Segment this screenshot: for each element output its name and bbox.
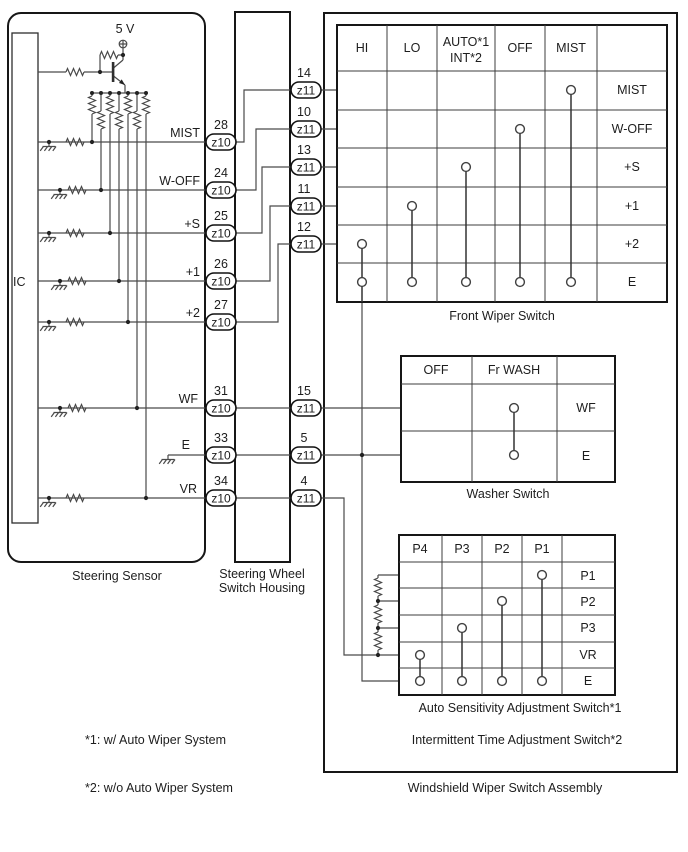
resistor <box>89 96 96 114</box>
z11-table-wires <box>321 90 401 655</box>
adj-header-p2: P2 <box>494 542 510 556</box>
signal-label-mist: MIST <box>170 126 200 140</box>
connector-label: z11 <box>296 160 316 175</box>
connector-label: z10 <box>211 315 231 330</box>
transistor-base-bar <box>112 62 115 82</box>
switch-housing-box <box>235 12 290 562</box>
resistor <box>375 578 382 596</box>
signal-label-woff: W-OFF <box>159 174 200 188</box>
note-2: *2: w/o Auto Wiper System <box>85 781 233 795</box>
adj-header-p3: P3 <box>454 542 470 556</box>
fw-header-hi: HI <box>355 41 369 55</box>
ws-row-e: E <box>581 449 591 463</box>
fw-row-mist: MIST <box>617 83 647 97</box>
connector-z11-10 <box>291 121 321 137</box>
fw-header-int: INT*2 <box>450 51 482 65</box>
connector-z10-25 <box>206 225 236 241</box>
resistor <box>68 278 86 285</box>
fw-row-e: E <box>627 275 637 289</box>
signal-label-1: +1 <box>185 265 200 279</box>
ws-row-wf: WF <box>576 401 596 415</box>
connector-z10-27 <box>206 314 236 330</box>
connector-label: z10 <box>211 135 231 150</box>
pin-number: 5 <box>300 431 308 445</box>
pin-number: 27 <box>214 298 228 312</box>
connector-label: z10 <box>211 491 231 506</box>
junction-dot <box>360 453 364 457</box>
connector-label: z11 <box>296 448 316 463</box>
assembly-caption: Windshield Wiper Switch Assembly <box>407 781 603 795</box>
connector-label: z11 <box>296 122 316 137</box>
connector-label: z10 <box>211 226 231 241</box>
resistor <box>125 96 132 114</box>
pin-number: 26 <box>214 257 228 271</box>
connector-label: z11 <box>296 401 316 416</box>
connector-z11-4 <box>291 490 321 506</box>
resistor <box>107 96 114 114</box>
transistor-circuit <box>38 40 127 93</box>
fw-header-mist: MIST <box>556 41 586 55</box>
washer-switch-caption: Washer Switch <box>466 487 550 501</box>
ground-icon <box>159 455 175 464</box>
resistor <box>66 69 84 76</box>
pin-number: 31 <box>214 384 228 398</box>
resistor <box>375 632 382 650</box>
connector-z11-11 <box>291 198 321 214</box>
steering-sensor-caption: Steering Sensor <box>72 569 162 583</box>
resistor <box>66 495 84 502</box>
z10-z11-wires <box>236 90 291 498</box>
pin-number: 15 <box>297 384 311 398</box>
adjustment-caption-2: Intermittent Time Adjustment Switch*2 <box>411 733 623 747</box>
connector-z11-15 <box>291 400 321 416</box>
adjustment-resistor-chain <box>375 575 400 657</box>
pin-number: 33 <box>214 431 228 445</box>
pullup-resistor-bank <box>89 91 150 500</box>
signal-label-e: E <box>181 438 190 452</box>
fw-row-1: +1 <box>624 199 640 213</box>
fw-row-s: +S <box>624 160 640 174</box>
pin-number: 11 <box>297 182 311 196</box>
connector-z10-34 <box>206 490 236 506</box>
emitter-arrow-icon <box>119 79 125 85</box>
connector-z11-12 <box>291 236 321 252</box>
housing-caption-line2: Switch Housing <box>218 581 306 595</box>
connector-z10-33 <box>206 447 236 463</box>
power-5v-label: 5 V <box>115 22 135 36</box>
fw-row-woff: W-OFF <box>611 122 653 136</box>
adj-row-vr: VR <box>579 648 597 662</box>
connector-z11-14 <box>291 82 321 98</box>
note-1: *1: w/ Auto Wiper System <box>85 733 227 747</box>
fw-header-off: OFF <box>507 41 533 55</box>
pin-number: 13 <box>297 143 311 157</box>
adj-row-p2: P2 <box>580 595 596 609</box>
connector-label: z11 <box>296 491 316 506</box>
adj-header-p4: P4 <box>412 542 428 556</box>
pin-number: 12 <box>297 220 311 234</box>
fw-header-lo: LO <box>403 41 421 55</box>
ic-label: IC <box>13 275 26 289</box>
signal-label-2: +2 <box>185 306 200 320</box>
resistor <box>143 96 150 114</box>
connector-z11-5 <box>291 447 321 463</box>
pin-number: 24 <box>214 166 228 180</box>
signal-label-wf: WF <box>178 392 198 406</box>
resistor <box>100 52 118 59</box>
fw-row-2: +2 <box>624 237 640 251</box>
pin-number: 25 <box>214 209 228 223</box>
connector-label: z10 <box>211 401 231 416</box>
resistor <box>68 187 86 194</box>
pin-number: 34 <box>214 474 228 488</box>
pin-number: 14 <box>297 66 311 80</box>
adjustment-switch-table <box>399 535 622 747</box>
front-wiper-switch-table <box>337 25 667 323</box>
connector-label: z11 <box>296 199 316 214</box>
connector-label: z10 <box>211 183 231 198</box>
connector-z10-24 <box>206 182 236 198</box>
ws-header-frwash: Fr WASH <box>487 363 541 377</box>
front-wiper-switch-caption: Front Wiper Switch <box>449 309 555 323</box>
sensor-circuit <box>38 40 206 507</box>
resistor <box>68 405 86 412</box>
adj-row-p1: P1 <box>580 569 596 583</box>
adjustment-caption-1: Auto Sensitivity Adjustment Switch*1 <box>418 701 622 715</box>
z10-connectors <box>159 118 236 506</box>
washer-switch-table <box>401 356 615 501</box>
signal-label-vr: VR <box>179 482 197 496</box>
signal-label-s: +S <box>184 217 200 231</box>
fw-header-auto: AUTO*1 <box>442 35 490 49</box>
connector-label: z10 <box>211 274 231 289</box>
pin-number: 10 <box>297 105 311 119</box>
common-e-wire <box>362 302 399 681</box>
housing-caption-line1: Steering Wheel <box>219 567 305 581</box>
power-5v-icon <box>119 40 127 48</box>
front-wiper-contacts <box>358 86 576 302</box>
connector-label: z10 <box>211 448 231 463</box>
resistor <box>134 111 141 129</box>
resistor <box>66 139 84 146</box>
connector-label: z11 <box>296 83 316 98</box>
resistor <box>66 230 84 237</box>
connector-z10-31 <box>206 400 236 416</box>
ws-header-off: OFF <box>423 363 449 377</box>
connector-label: z11 <box>296 237 316 252</box>
resistor <box>116 111 123 129</box>
pin-number: 28 <box>214 118 228 132</box>
connector-z11-13 <box>291 159 321 175</box>
resistor <box>98 111 105 129</box>
connector-z10-28 <box>206 134 236 150</box>
pin-number: 4 <box>300 474 308 488</box>
adj-row-e: E <box>583 674 593 688</box>
adj-header-p1: P1 <box>534 542 550 556</box>
resistor <box>66 319 84 326</box>
z11-connectors <box>291 66 321 506</box>
resistor <box>375 605 382 623</box>
adj-row-p3: P3 <box>580 621 596 635</box>
connector-z10-26 <box>206 273 236 289</box>
